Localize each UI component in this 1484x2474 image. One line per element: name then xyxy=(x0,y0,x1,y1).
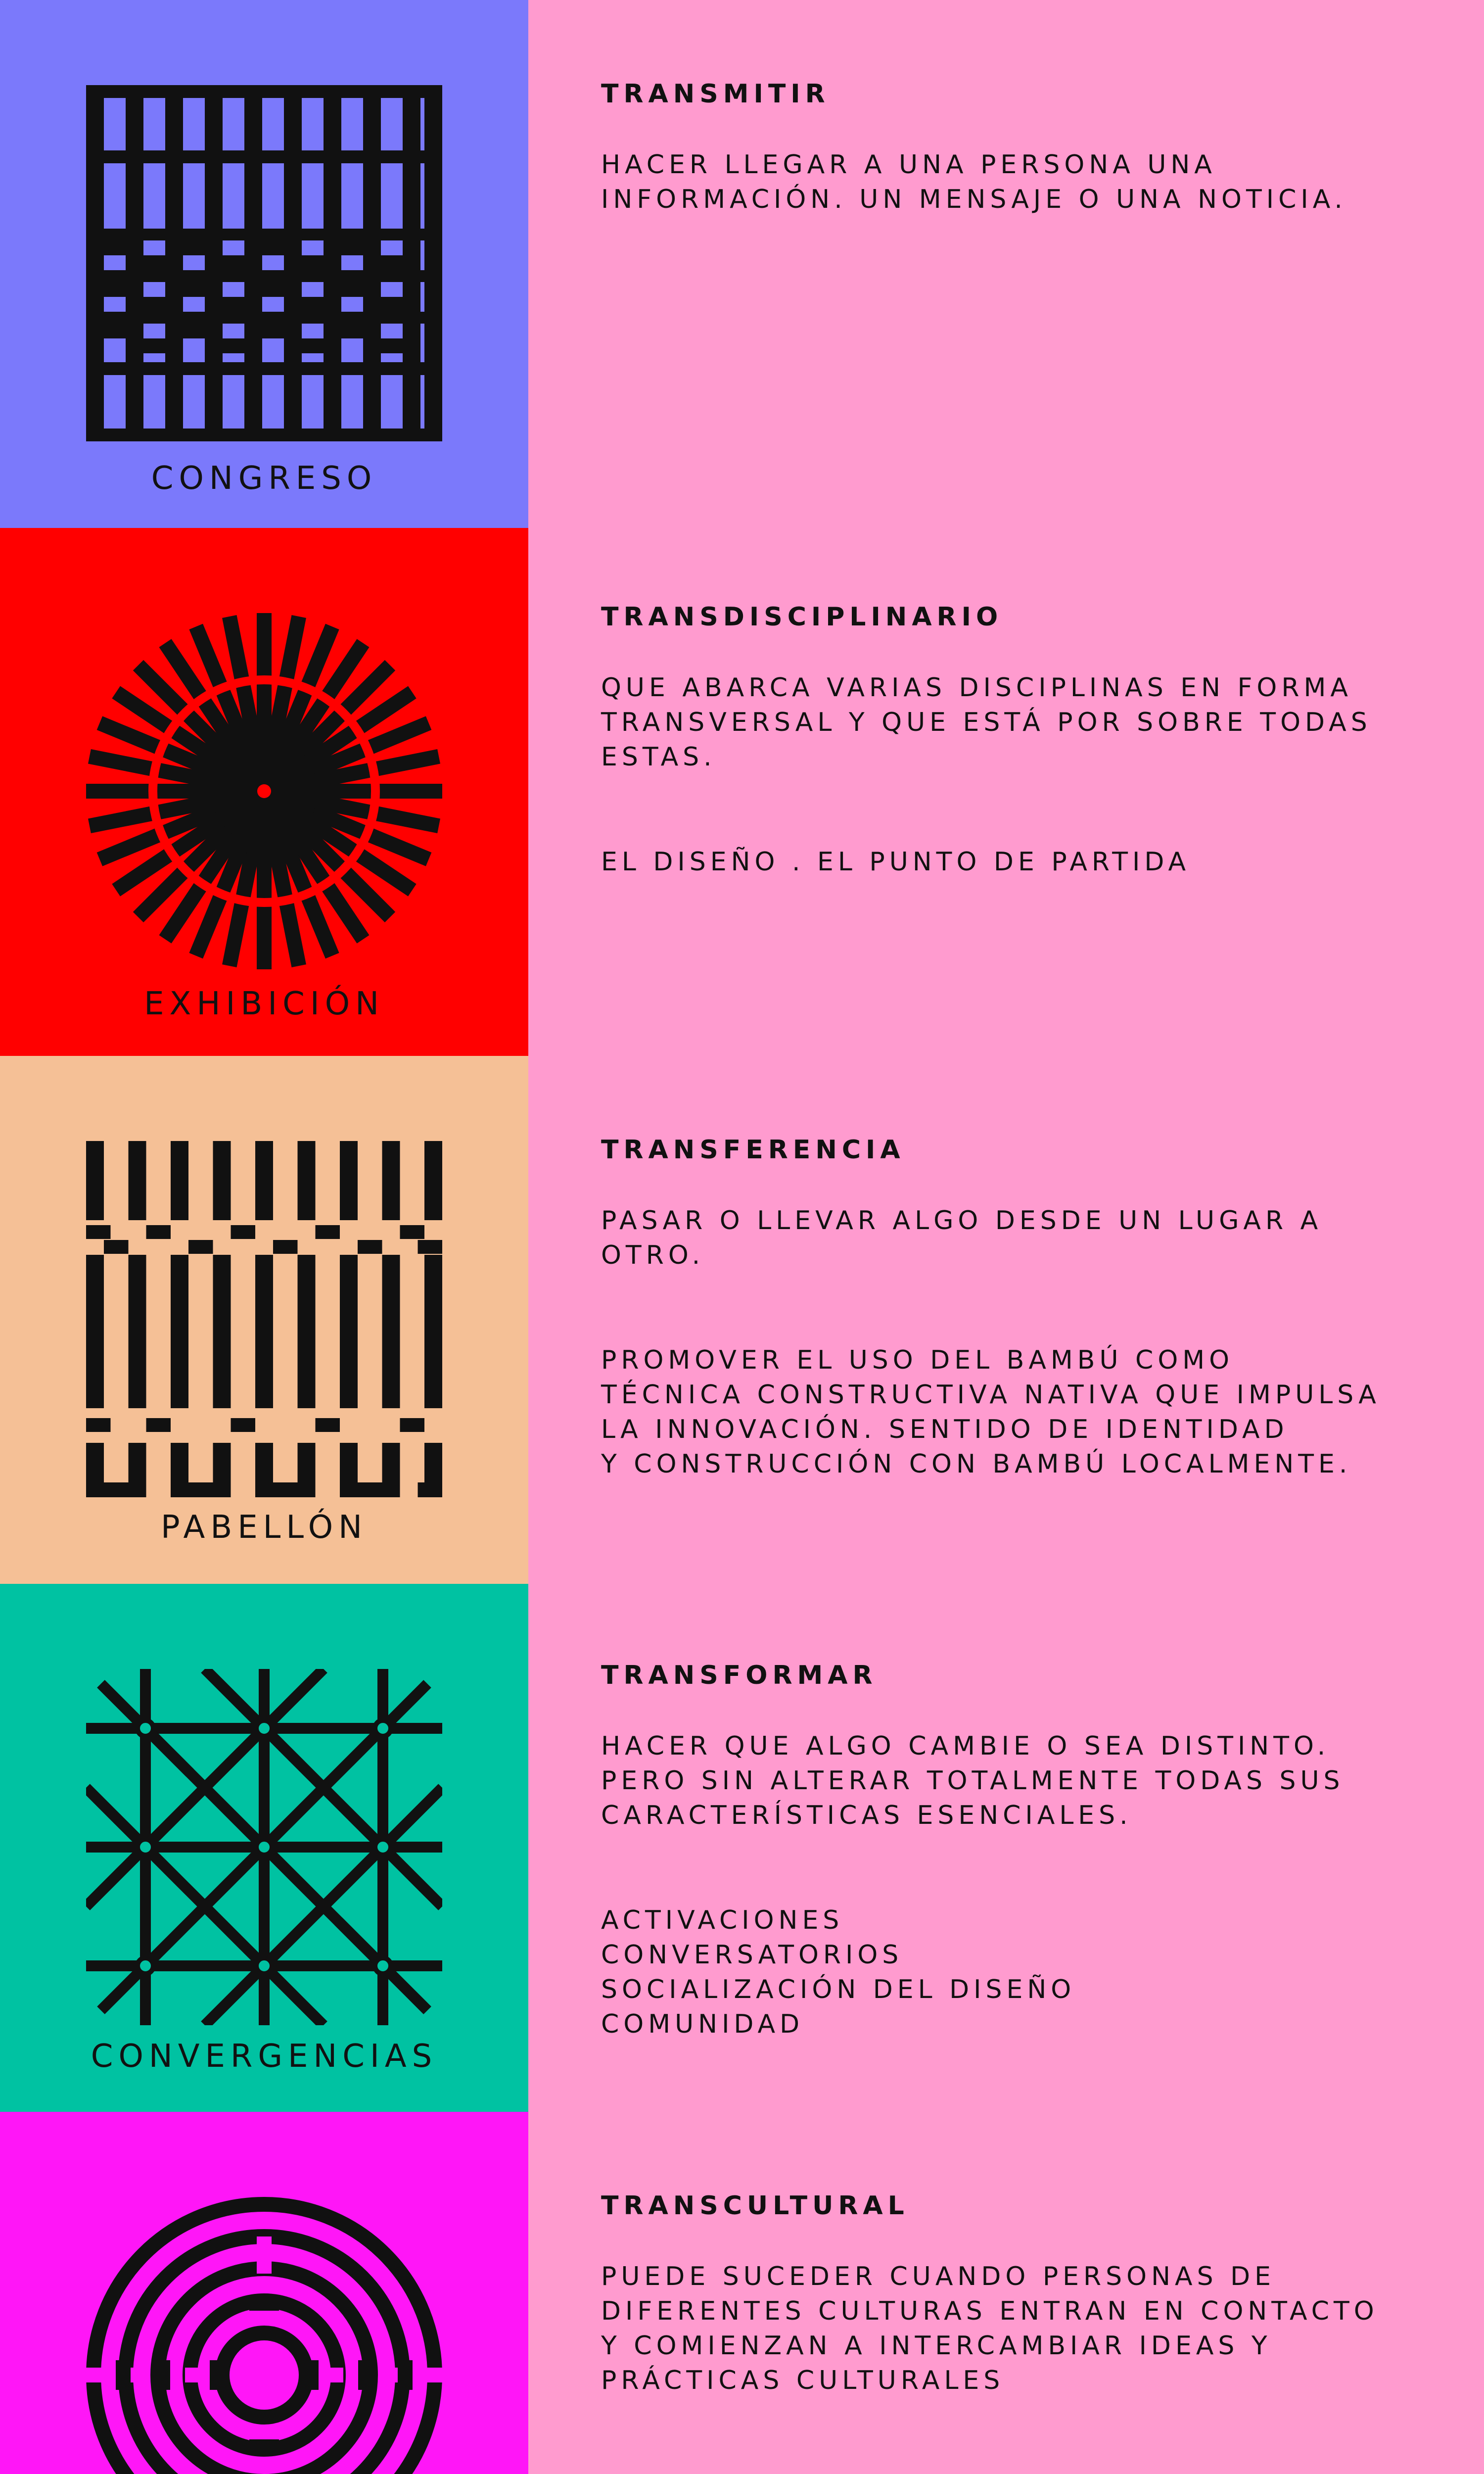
labyrinth-icon xyxy=(86,2197,442,2474)
bamboo-check xyxy=(418,1240,443,1254)
bamboo-check xyxy=(231,1225,256,1239)
section-caption: CONVERGENCIAS xyxy=(91,2038,438,2075)
lattice-star-icon xyxy=(86,1669,442,2025)
bamboo-bar xyxy=(86,1443,104,1497)
section-text xyxy=(601,2191,1462,2398)
bamboo-check xyxy=(86,1418,111,1432)
bamboo-bar xyxy=(298,1141,316,1220)
bamboo-check xyxy=(146,1225,171,1239)
bamboo-bar xyxy=(382,1443,400,1497)
bamboo-bar xyxy=(255,1443,273,1497)
section-paragraph: HACER QUE ALGO CAMBIE O SEA DISTINTO. PERO SIN ALTERAR TOTALMENTE TODAS SUS CARACTERÍSTICAS ESENCIALES. xyxy=(601,1731,1345,1830)
section-text xyxy=(601,1661,1462,2042)
checker-weave-icon xyxy=(86,85,442,441)
bamboo-bar xyxy=(382,1141,400,1220)
bamboo-check xyxy=(273,1240,298,1254)
section-heading: TRANSCULTURAL xyxy=(601,2191,909,2221)
bamboo-bar xyxy=(298,1443,316,1497)
bamboo-bar xyxy=(86,1255,104,1408)
bamboo-check xyxy=(146,1418,171,1432)
congreso-panel xyxy=(0,0,528,528)
section-paragraph: HACER LLEGAR A UNA PERSONA UNA INFORMACIÓN. UN MENSAJE O UNA NOTICIA. xyxy=(601,150,1347,214)
section-text xyxy=(601,1135,1462,1481)
section-paragraph: ACTIVACIONES CONVERSATORIOS SOCIALIZACIÓN DEL DISEÑO COMUNIDAD xyxy=(601,1905,1076,2039)
section-heading: TRANSFERENCIA xyxy=(601,1135,905,1165)
bamboo-bar xyxy=(424,1255,442,1408)
bamboo-bar xyxy=(255,1255,273,1408)
bamboo-bar xyxy=(213,1443,231,1497)
bamboo-bar xyxy=(340,1443,358,1497)
section-heading: TRANSMITIR xyxy=(601,79,830,109)
section-convergencias xyxy=(0,1584,1484,2112)
bamboo-bar xyxy=(213,1255,231,1408)
section-text xyxy=(601,602,1462,879)
bamboo-check xyxy=(400,1225,425,1239)
section-paragraph: PASAR O LLEVAR ALGO DESDE UN LUGAR A OTRO. xyxy=(601,1206,1323,1270)
section-congreso xyxy=(0,0,1484,528)
bamboo-check xyxy=(400,1418,425,1432)
bamboo-check xyxy=(104,1240,129,1254)
section-pabellon xyxy=(0,1056,1484,1584)
pabellon-panel xyxy=(0,1056,528,1584)
section-paragraph: QUE ABARCA VARIAS DISCIPLINAS EN FORMA TRANSVERSAL Y QUE ESTÁ POR SOBRE TODAS ESTAS. xyxy=(601,673,1372,772)
section-heading: TRANSFORMAR xyxy=(601,1661,878,1690)
section-text xyxy=(601,79,1462,217)
bamboo-bars-icon xyxy=(86,1141,442,1497)
bamboo-bar xyxy=(255,1141,273,1220)
concurso-panel xyxy=(0,2112,528,2474)
bamboo-bar xyxy=(171,1255,188,1408)
bamboo-check xyxy=(273,1482,298,1497)
section-caption: EXHIBICIÓN xyxy=(144,986,384,1022)
bamboo-check xyxy=(358,1240,382,1254)
bamboo-bar xyxy=(298,1255,316,1408)
bamboo-bar xyxy=(129,1443,146,1497)
bamboo-bar xyxy=(382,1255,400,1408)
sunburst-icon xyxy=(86,613,442,969)
section-paragraph: EL DISEÑO . EL PUNTO DE PARTIDA xyxy=(601,847,1191,877)
bamboo-check xyxy=(86,1225,111,1239)
bamboo-bar xyxy=(213,1141,231,1220)
bamboo-bar xyxy=(171,1443,188,1497)
section-exhibicion xyxy=(0,528,1484,1056)
section-paragraph: PUEDE SUCEDER CUANDO PERSONAS DE DIFERENTES CULTURAS ENTRAN EN CONTACTO Y COMIENZAN A INTERCAMBIAR IDEAS Y PRÁCTICAS CULTURALES xyxy=(601,2262,1379,2395)
bamboo-check xyxy=(188,1482,213,1497)
bamboo-check xyxy=(316,1225,340,1239)
bamboo-bar xyxy=(129,1141,146,1220)
bamboo-check xyxy=(418,1482,443,1497)
bamboo-check xyxy=(316,1418,340,1432)
section-concurso xyxy=(0,2112,1484,2474)
section-caption: PABELLÓN xyxy=(161,1509,368,1546)
bamboo-bar xyxy=(340,1141,358,1220)
section-heading: TRANSDISCIPLINARIO xyxy=(601,602,1003,632)
bamboo-check xyxy=(104,1482,129,1497)
section-caption: CONGRESO xyxy=(151,460,377,497)
bamboo-check xyxy=(188,1240,213,1254)
convergencias-panel xyxy=(0,1584,528,2112)
exhibicion-panel xyxy=(0,528,528,1056)
bamboo-check xyxy=(358,1482,382,1497)
bamboo-check xyxy=(231,1418,256,1432)
section-paragraph: PROMOVER EL USO DEL BAMBÚ COMO TÉCNICA CONSTRUCTIVA NATIVA QUE IMPULSA LA INNOVACIÓN. SENTIDO DE IDENTIDAD Y CONSTRUCCIÓN CON BAMBÚ LOCALMENTE. xyxy=(601,1345,1381,1479)
bamboo-bar xyxy=(171,1141,188,1220)
bamboo-bar xyxy=(129,1255,146,1408)
bamboo-bar xyxy=(86,1141,104,1220)
bamboo-bar xyxy=(340,1255,358,1408)
bamboo-bar xyxy=(424,1141,442,1220)
